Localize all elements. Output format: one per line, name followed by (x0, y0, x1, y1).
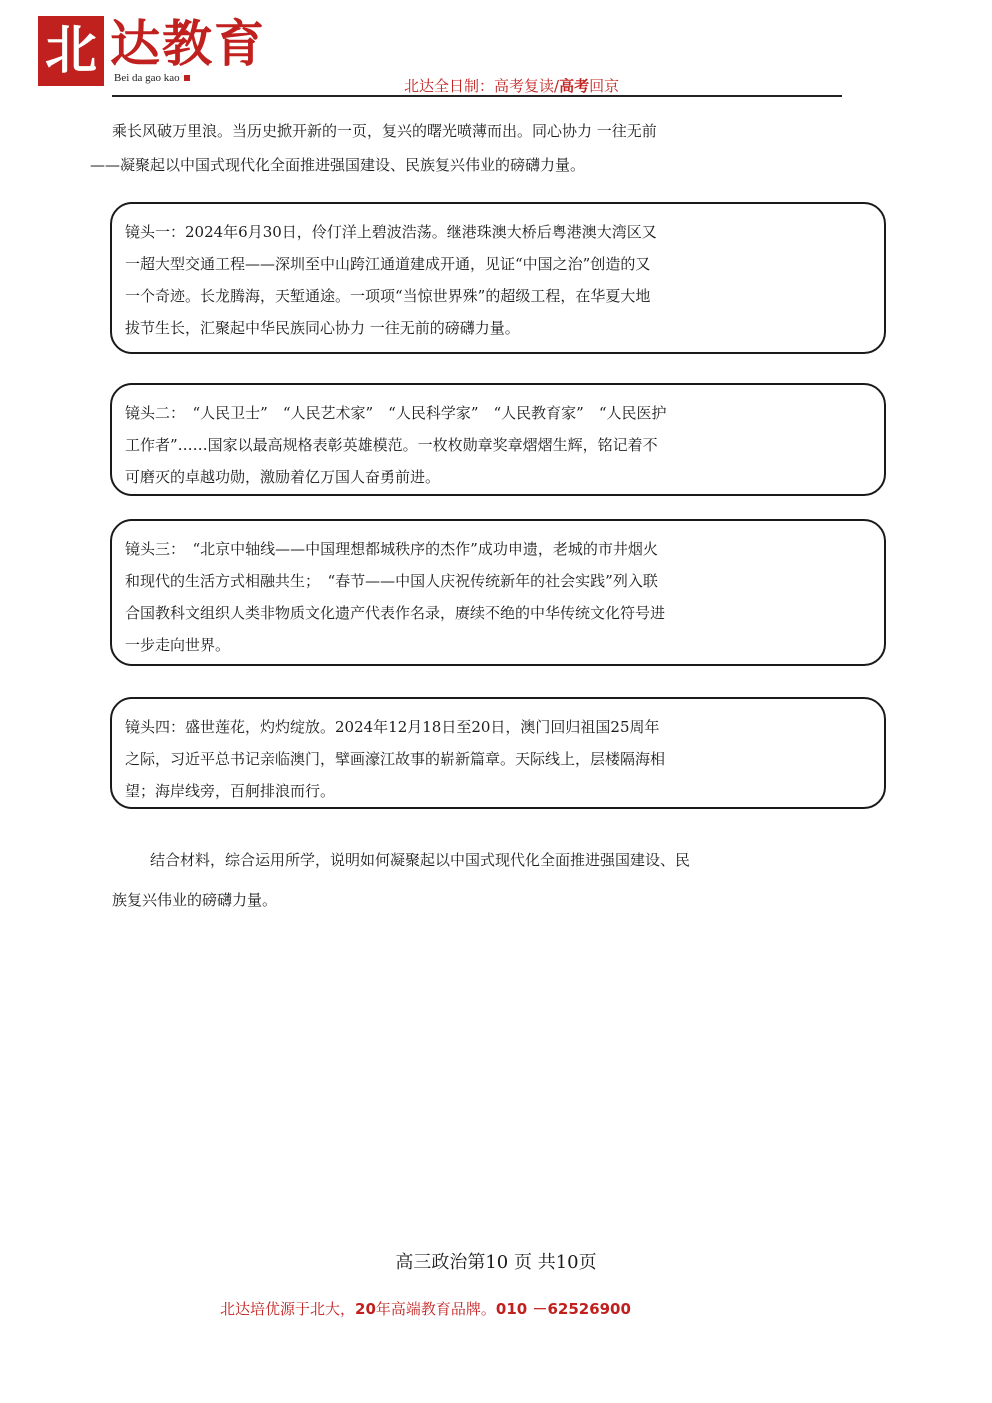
intro-line: ——凝聚起以中国式现代化全面推进强国建设、民族复兴伟业的磅礴力量。 (90, 156, 586, 174)
scene-line: 镜头一：2024年6月30日，伶仃洋上碧波浩荡。继港珠澳大桥后粤港澳大湾区又 (125, 223, 657, 241)
scene-line: 望；海岸线旁，百舸排浪而行。 (125, 782, 336, 800)
scene-line: 和现代的生活方式相融共生； “春节——中国人庆祝传统新年的社会实践”列入联 (125, 572, 658, 590)
scene-line: 工作者”……国家以最高规格表彰英雄模范。一枚枚勋章奖章熠熠生辉，铭记着不 (125, 436, 658, 454)
scene-line: 之际，习近平总书记亲临澳门，擘画濠江故事的崭新篇章。天际线上，层楼隔海相 (125, 750, 666, 768)
question-line: 结合材料，综合运用所学，说明如何凝聚起以中国式现代化全面推进强国建设、民 (150, 851, 691, 869)
logo-subtitle: Bei da gao kao (114, 72, 190, 84)
scene-line: 一个奇迹。长龙腾海，天堑通途。一项项“当惊世界殊”的超级工程，在华夏大地 (125, 287, 651, 305)
scene-line: 一超大型交通工程——深圳至中山跨江通道建成开通，见证“中国之治”创造的又 (125, 255, 651, 273)
logo-mark: 北 (38, 16, 104, 86)
scene-box-1 (110, 202, 886, 354)
question-paragraph (112, 840, 832, 920)
square-icon (184, 75, 190, 81)
question-line: 族复兴伟业的磅礴力量。 (112, 891, 278, 909)
scene-box-2 (110, 383, 886, 496)
scene-line: 合国教科文组织人类非物质文化遗产代表作名录，赓续不绝的中华传统文化符号进 (125, 604, 666, 622)
intro-line: 乘长风破万里浪。当历史掀开新的一页，复兴的曙光喷薄而出。同心协力 一往无前 (112, 122, 657, 140)
intro-paragraph (90, 114, 832, 182)
page-number: 高三政治第10 页 共10页 (395, 1252, 597, 1273)
scene-line: 拔节生长，汇聚起中华民族同心协力 一往无前的磅礴力量。 (125, 319, 520, 337)
scene-line: 一步走向世界。 (125, 636, 231, 654)
scene-line: 镜头二： “人民卫士” “人民艺术家” “人民科学家” “人民教育家” “人民医护 (125, 404, 667, 422)
header-slogan: 北达全日制：高考复读/高考回京 (404, 77, 620, 95)
scene-line: 镜头四：盛世莲花，灼灼绽放。2024年12月18日至20日，澳门回归祖国25周年 (125, 718, 660, 736)
scene-line: 可磨灭的卓越功勋，激励着亿万国人奋勇前进。 (125, 468, 441, 486)
scene-box-3 (110, 519, 886, 666)
header-divider (112, 95, 842, 97)
scene-box-4 (110, 697, 886, 809)
scene-line: 镜头三： “北京中轴线——中国理想都城秩序的杰作”成功申遗，老城的市井烟火 (125, 540, 658, 558)
logo-text: 达教育 (110, 14, 266, 73)
promo-line: 北达培优源于北大，20年高端教育品牌。010 －62526900 (220, 1300, 631, 1318)
